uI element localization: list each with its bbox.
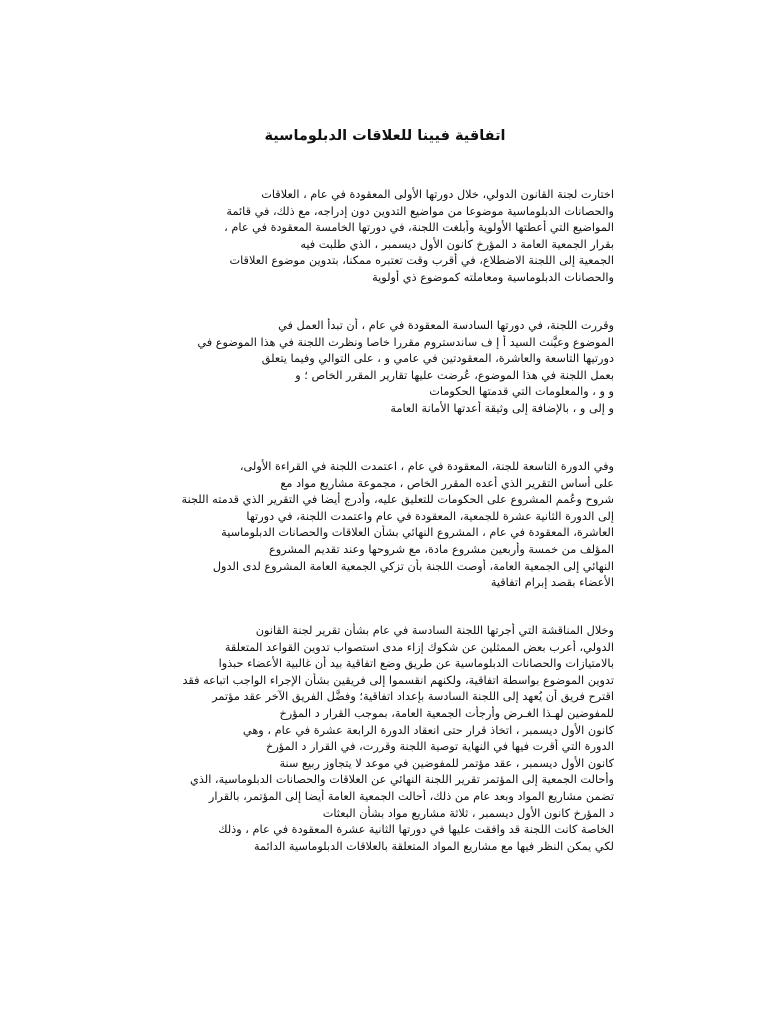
paragraph-line: وقررت اللجنة، في دورتها السادسة المعقودة في عام ، أن تبدأ العمل في — [278, 319, 614, 332]
paragraph-line: الخاصة كانت اللجنة قد وافقت عليها في دورتها الثانية عشرة المعقودة في عام ، وذلك — [218, 823, 614, 837]
paragraph-line: بالامتيازات والحصانات الدبلوماسية عن طريق وضع اتفاقية بيد أن غالبية الأعضاء حبذوا — [218, 657, 614, 671]
paragraph-line: الجمعية إلى اللجنة الاضطلاع، في أقرب وقت تعتبره ممكنا، بتدوين موضوع العلاقات — [229, 254, 614, 268]
paragraph-line: لكي يمكن النظر فيها مع مشاريع المواد المتعلقة بالعلاقات الدبلوماسية الدائمة — [253, 839, 614, 853]
paragraph-line: الدولي، أعرب بعض الممثلين عن شكوك إزاء مدى استصواب تدوين القواعد المتعلقة — [224, 640, 614, 654]
paragraph-line: وخلال المناقشة التي أجرتها اللجنة السادسة في عام بشأن تقرير لجنة القانون — [255, 624, 614, 637]
paragraph-line: الأعضاء بقصد إبرام اتفاقية — [490, 576, 614, 590]
paragraph-2 — [156, 318, 614, 418]
paragraph-3 — [156, 459, 614, 592]
paragraph-line: كانون الأول ديسمبر ، اتخاذ قرار حتى انعقاد الدورة الرابعة عشرة في عام ، وهي — [242, 723, 614, 737]
paragraph-line: اقترح فريق أن يُعهد إلى اللجنة السادسة بإعداد اتفاقية؛ وفضَّل الفريق الآخر عقد مؤتمر — [212, 690, 614, 704]
paragraph-line: و و ، والمعلومات التي قدمتها الحكومات — [429, 385, 614, 399]
document-title: اتفاقية فيينا للعلاقات الدبلوماسية — [264, 128, 506, 144]
paragraph-line: وفي الدورة التاسعة للجنة، المعقودة في عام ، اعتمدت اللجنة في القراءة الأولى، — [239, 460, 614, 473]
paragraph-line: تضمن مشاريع المواد وبعد عام من ذلك، أحالت الجمعية العامة أيضا إلى المؤتمر، بالقرار — [208, 789, 614, 803]
paragraph-line: اختارت لجنة القانون الدولي، خلال دورتها الأولى المعقودة في عام ، العلاقات — [261, 188, 614, 201]
paragraph-line: كانون الأول ديسمبر ، عقد مؤتمر للمفوضين في موعد لا يتجاوز ربيع سنة — [279, 756, 614, 770]
paragraph-line: المواضيع التي أعطتها الأولوية وأبلغت اللجنة، في دورتها الخامسة المعقودة في عام ، — [224, 221, 614, 235]
paragraph-line: والحصانات الدبلوماسية موضوعا من مواضيع التدوين دون إدراجه، مع ذلك، في قائمة — [226, 204, 614, 218]
paragraph-line: تدوين الموضوع بواسطة اتفاقية، ولكنهم انقسموا إلى فريقين بشأن الإجراء الواجب اتباعه فقد — [182, 673, 614, 687]
paragraph-line: على أساس التقرير الذي أعده المقرر الخاص ، مجموعة مشاريع مواد مع — [280, 476, 614, 490]
paragraph-line: الدورة التي أقرت فيها في النهاية توصية اللجنة وقررت، في القرار د المؤرخ — [266, 740, 614, 754]
paragraph-line: المؤلف من خمسة وأربعين مشروع مادة، مع شروحها وعند تقديم المشروع — [268, 542, 614, 556]
paragraph-line: و إلى و ، بالإضافة إلى وثيقة أعدتها الأمانة العامة — [390, 401, 614, 415]
paragraph-line: دورتيها التاسعة والعاشرة، المعقودتين في عامي و ، على التوالي وفيما يتعلق — [261, 352, 614, 366]
paragraph-line: د المؤرخ كانون الأول ديسمبر ، ثلاثة مشاريع مواد بشأن البعثات — [322, 806, 614, 820]
paragraph-line: النهائي إلى الجمعية العامة، أوصت اللجنة بأن تزكي الجمعية العامة المشروع لدى الدول — [212, 559, 614, 573]
paragraph-line: للمفوضين لهـذا الغـرض وأرجأت الجمعية العامة، بموجب القرار د المؤرخ — [279, 706, 614, 720]
paragraph-line: إلى الدورة الثانية عشرة للجمعية، المعقودة في عام واعتمدت اللجنة، في دورتها — [246, 509, 614, 523]
paragraph-line: والحصانات الدبلوماسية ومعاملته كموضوع ذي أولوية — [372, 270, 614, 284]
paragraph-1 — [156, 187, 614, 287]
paragraph-line: الموضوع وعيَّنت السيد أ إ ف ساندستروم مقررا خاصا ونظرت اللجنة في هذا الموضوع في — [197, 335, 614, 349]
paragraph-4 — [156, 623, 614, 855]
paragraph-line: شروح وعُمم المشروع على الحكومات للتعليق عليه، وأدرج أيضا في التقرير الذي قدمته اللجنة — [181, 493, 614, 507]
paragraph-line: بقرار الجمعية العامة د المؤرخ كانون الأول ديسمبر ، الذي طلبت فيه — [300, 237, 614, 251]
paragraph-line: بعمل اللجنة في هذا الموضوع، عُرضت عليها تقارير المقرر الخاص ؛ و — [295, 368, 614, 382]
paragraph-line: وأحالت الجمعية إلى المؤتمر تقرير اللجنة النهائي عن العلاقات والحصانات الدبلوماسية، الذي — [189, 773, 614, 787]
paragraph-line: العاشرة، المعقودة في عام ، المشروع النهائي بشأن العلاقات والحصانات الدبلوماسية — [221, 526, 614, 540]
